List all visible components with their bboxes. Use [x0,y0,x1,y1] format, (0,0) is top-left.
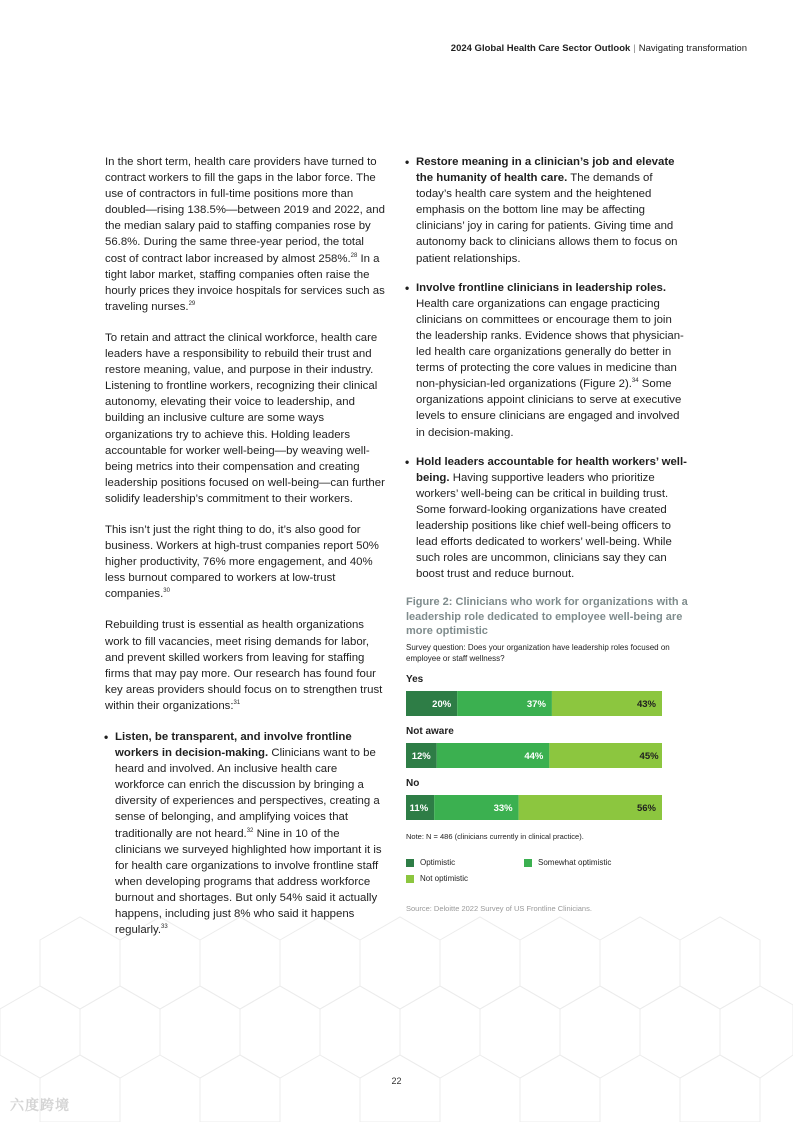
bullet-dot: • [405,280,410,295]
stacked-bar-chart [406,672,688,820]
legend-label: Optimistic [420,858,456,868]
bullet-hold-leaders: • Hold leaders accountable for health workers’ well-being. Having supportive leaders who prioritize workers’ well-being can be critical in building trust. Some forward-looking organizations have created leadership positions like chief well-being officers to lead efforts dedicated to workers’ well-being. While such roles are uncommon, clinicians say they can boost trust and reduce burnout. [405,454,687,581]
legend-swatch [406,875,414,883]
paragraph-contract-workers: In the short term, health care providers have turned to contract workers to fill the gaps in the labor force. The use of contractors in full-time positions more than doubled—rising 138.5%—between 2019 and 2022, and the median salary paid to staffing companies rose by 56.8%. During the same three-year period, the total cost of contract labor increased by almost 258%.$^{28}$ In a tight labor market, staffing companies often raise the hourly prices they invoice hospitals for services such as traveling nurses.$^{29}$ [105,156,385,313]
bar-value-label: 45% [639,751,659,763]
figure-note: Note: N = 486 (clinicians currently in clinical practice). [406,832,584,842]
bar-value-label: 43% [636,698,656,710]
bullet-dot: • [104,730,109,744]
header-title: 2024 Global Health Care Sector Outlook [450,43,631,54]
bar-value-label: 56% [636,803,656,815]
bar-value-label: 11% [409,803,429,815]
bar-row [406,743,662,768]
bullet-involve-clinicians: • Involve frontline clinicians in leadership roles. Health care organizations can engage practicing clinicians on committees or encourage them to join the leadership ranks. Evidence shows that physician-led health care organizations generally do better in terms of protecting the core values in medicine than non-physician-led organizations (Figure 2).$^{34}$ Some organizations appoint clinicians to serve at executive levels to ensure clinicians are engaged and involved in decision-making. [405,280,684,439]
figure-question: Survey question: Does your organization have leadership roles focused on employee or staff wellness? [406,642,670,663]
figure-source: Source: Deloitte 2022 Survey of US Frontline Clinicians. [406,904,592,914]
running-header [451,43,747,54]
figure-title: Figure 2: Clinicians who work for organizations with a leadership role dedicated to employee well-being are more optimistic [406,596,688,638]
legend-label: Not optimistic [420,874,469,884]
header-separator: | [633,43,636,54]
bar-value-label: 33% [493,803,513,815]
watermark-text: 六度跨境 [10,1097,70,1113]
category-label: Yes [406,673,424,685]
paragraph-retain-workforce: To retain and attract the clinical workforce, health care leaders have a responsibility to rebuild their trust and restore meaning, value, and purpose in their industry. Listening to frontline workers, recognizing their clinical autonomy, elevating their voice to leadership, and building an inclusive culture are some ways organizations try to achieve this. Holding leaders accountable for worker well-being—by weaving well-being metrics into their compensation and creating leadership positions focused on well-being—can further solidify leadership’s commitment to their workers. [105,331,385,505]
category-label: Not aware [406,725,454,737]
paragraph-rebuilding-trust: Rebuilding trust is essential as health organizations work to fill vacancies, meet rising demands for labor, and prevent skilled workers from leaving for staffing firms that may pay more. Our research has found four key areas providers should focus on to strengthen trust within their organizations:$^{31}$ [105,619,383,712]
bar-value-label: 12% [411,751,431,763]
legend-label: Somewhat optimistic [538,858,612,868]
bullet-restore-meaning: • Restore meaning in a clinician’s job and elevate the humanity of health care. The demands of today’s health care system and the heightened emphasis on the bottom line may be affecting clinicians’ joy in caring for patients. Giving time and autonomy back to clinicians allows them to focus on patient relationships. [405,155,678,265]
bullet-listen: • Listen, be transparent, and involve frontline workers in decision-making. Clinicians want to be heard and involved. An inclusive health care workforce can enrich the discussion by bringing a diversity of experiences and perspectives, creating a sense of belonging, and amplifying voices that traditionally are not heard.$^{32}$ Nine in 10 of the clinicians we surveyed highlighted how important it is for health care organizations to involve frontline staff when developing programs that address workforce burnout and shortages. But only 54% said it actually happens, including just 8% who said it happens regularly.$^{33}$ [104,730,382,937]
bar-value-label: 44% [524,751,544,763]
header-subtitle: Navigating transformation [638,43,747,54]
category-label: No [406,778,420,790]
legend-item [406,855,455,871]
bar-value-label: 37% [526,698,546,710]
bullet-dot: • [405,155,410,169]
chart-legend [406,855,688,891]
legend-swatch [524,859,532,867]
page-number: 22 [391,1076,402,1086]
bullet-dot: • [405,454,410,469]
legend-item [406,871,468,887]
bar-row [406,691,662,716]
bar-value-label: 20% [432,698,452,710]
right-column [406,154,688,917]
figure-2 [406,595,688,917]
legend-item [524,855,611,871]
bar-row [406,795,662,820]
legend-swatch [406,859,414,867]
paragraph-good-for-business: This isn’t just the right thing to do, it’s also good for business. Workers at high-trust companies report 50% higher productivity, 76% more engagement, and 40% less burnout compared to workers at low-trust companies.$^{30}$ [105,523,379,601]
left-column [105,154,387,951]
